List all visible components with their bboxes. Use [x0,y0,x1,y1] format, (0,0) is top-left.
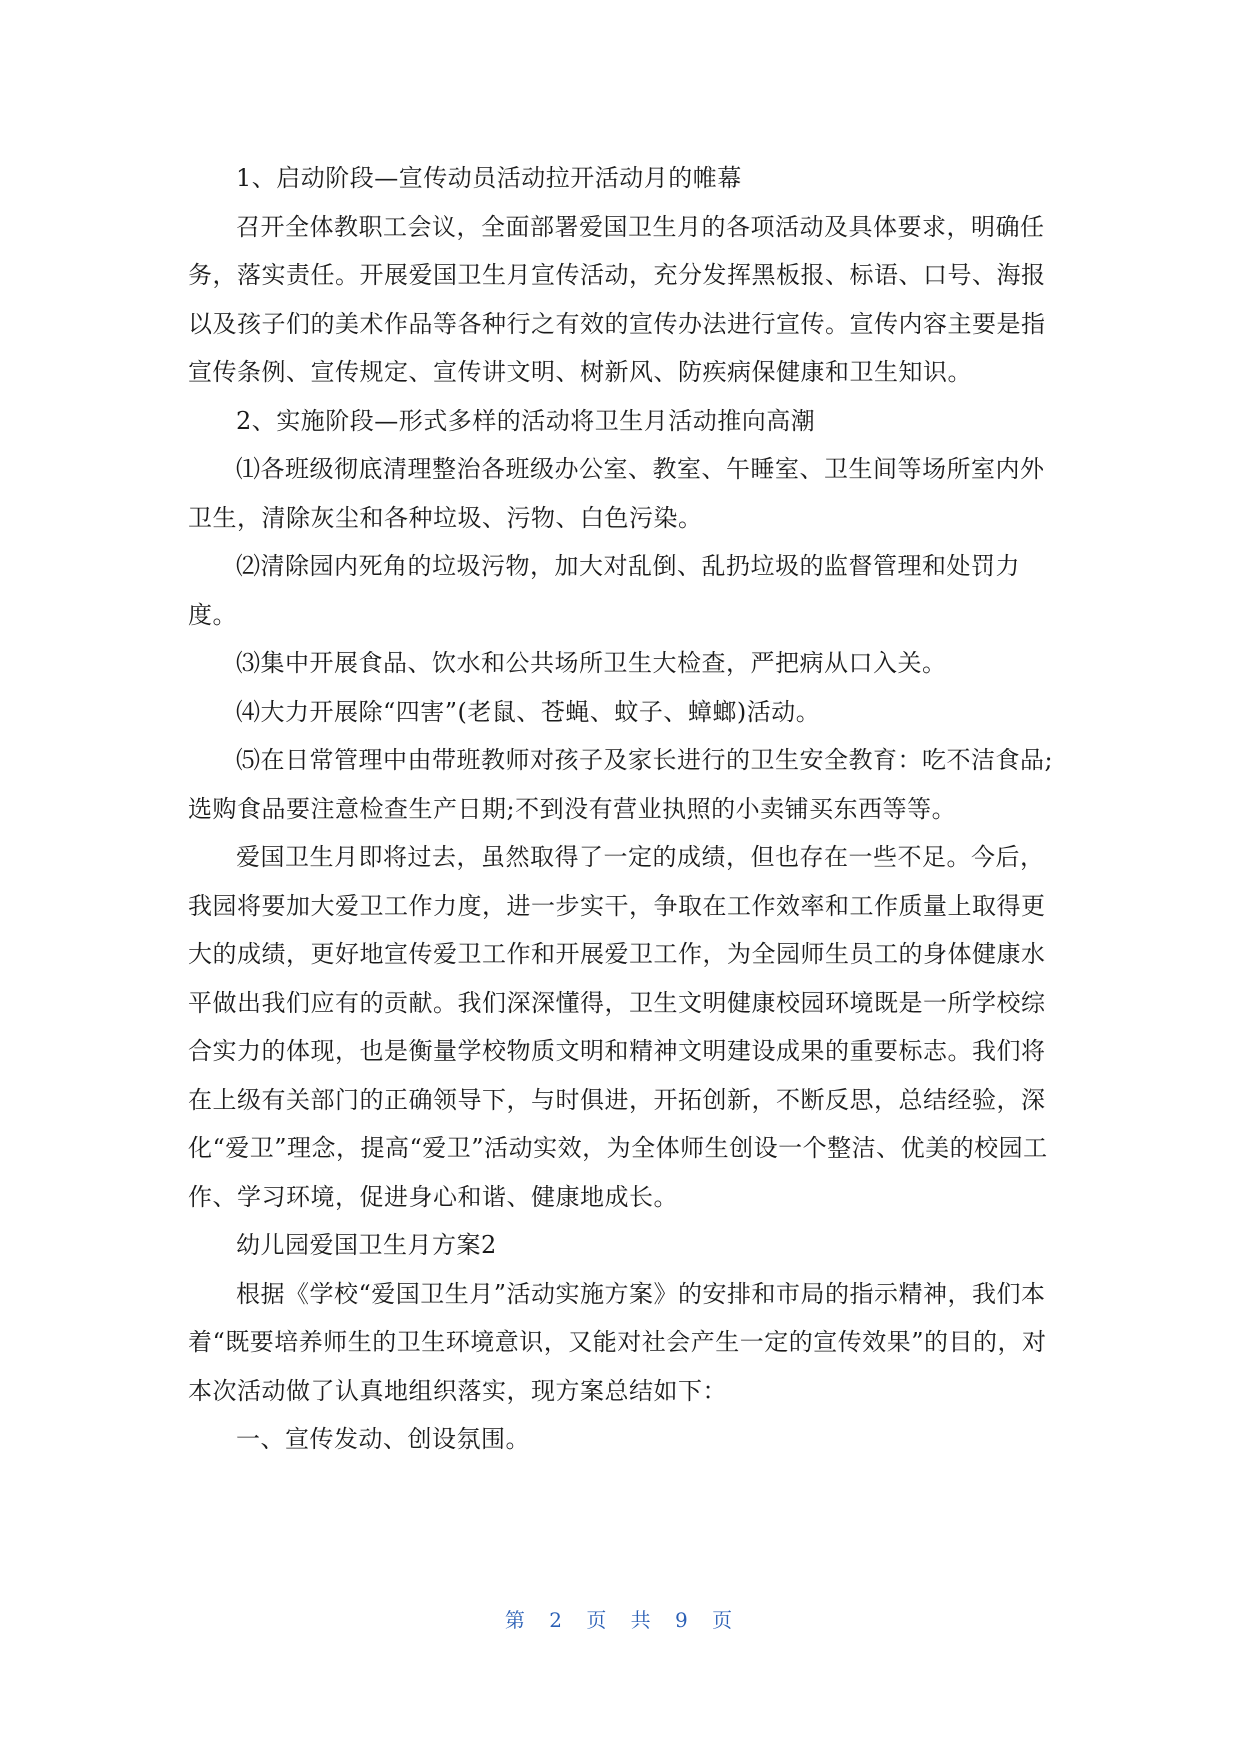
document-body [188,154,1058,1464]
list-item-5: ⑸在日常管理中由带班教师对孩子及家长进行的卫生安全教育：吃不洁食品;选购食品要注意检查生产日期;不到没有营业执照的小卖铺买东西等等。 [188,746,1054,823]
paragraph-intro: 根据《学校“爱国卫生月”活动实施方案》的安排和市局的指示精神，我们本着“既要培养师生的卫生环境意识，又能对社会产生一定的宣传效果”的目的，对本次活动做了认真地组织落实，现方案总结如下： [188,1279,1047,1405]
paragraph-summary: 爱国卫生月即将过去，虽然取得了一定的成绩，但也存在一些不足。今后，我园将要加大爱卫工作力度，进一步实干，争取在工作效率和工作质量上取得更大的成绩，更好地宣传爱卫工作和开展爱卫工作，为全园师生员工的身体健康水平做出我们应有的贡献。我们深深懂得，卫生文明健康校园环境既是一所学校综合实力的体现，也是衡量学校物质文明和精神文明建设成果的重要标志。我们将在上级有关部门的正确领导下，与时俱进，开拓创新，不断反思，总结经验，深化“爱卫”理念，提高“爱卫”活动实效，为全体师生创设一个整洁、优美的校园工作、学习环境，促进身心和谐、健康地成长。 [188,843,1048,1211]
list-item-4: ⑷大力开展除“四害”(老鼠、苍蝇、蚊子、蟑螂)活动。 [236,697,821,726]
paragraph-meeting: 召开全体教职工会议，全面部署爱国卫生月的各项活动及具体要求，明确任务，落实责任。开展爱国卫生月宣传活动，充分发挥黑板报、标语、口号、海报以及孩子们的美术作品等各种行之有效的宣传办法进行宣传。宣传内容主要是指宣传条例、宣传规定、宣传讲文明、树新风、防疾病保健康和卫生知识。 [188,212,1046,386]
list-item-1: ⑴各班级彻底清理整治各班级办公室、教室、午睡室、卫生间等场所室内外卫生，清除灰尘和各种垃圾、污物、白色污染。 [188,455,1045,532]
section-heading-implementation-phase: 2、实施阶段—形式多样的活动将卫生月活动推向高潮 [236,406,816,435]
page-number-footer: 第 2 页 共 9 页 [504,1608,737,1632]
section-heading-start-phase: 1、启动阶段—宣传动员活动拉开活动月的帷幕 [236,164,742,192]
section-heading-promotion: 一、宣传发动、创设氛围。 [236,1425,530,1453]
list-item-3: ⑶集中开展食品、饮水和公共场所卫生大检查，严把病从口入关。 [236,649,947,677]
document-subtitle: 幼儿园爱国卫生月方案2 [236,1231,497,1259]
list-item-2: ⑵清除园内死角的垃圾污物，加大对乱倒、乱扔垃圾的监督管理和处罚力度。 [188,552,1020,629]
